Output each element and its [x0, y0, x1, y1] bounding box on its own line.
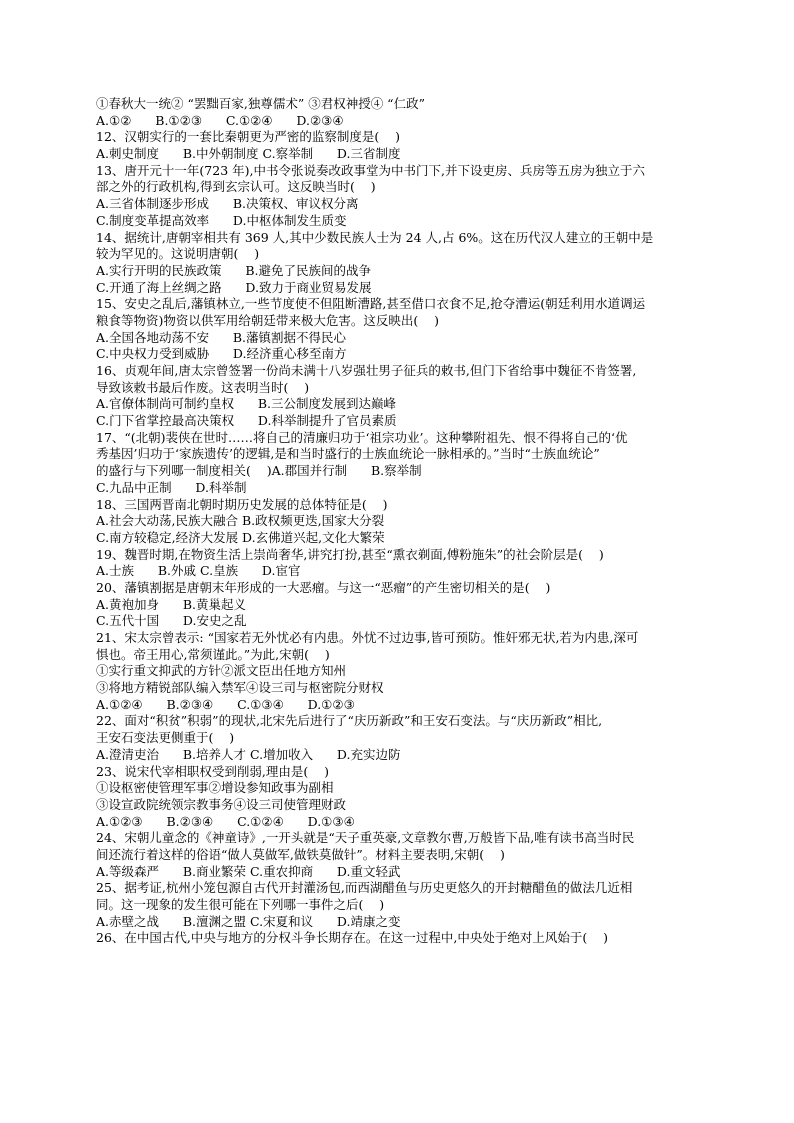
- text-line: 26、在中国古代,中央与地方的分权斗争长期存在。在这一过程中,中央处于绝对上风始于( ): [96, 930, 609, 946]
- text-line: 22、面对“积贫”积弱”的现状,北宋先后进行了“庆历新政”和王安石变法。与“庆历新政”相比,: [96, 713, 603, 729]
- text-line: A.三省体制逐步形成 B.决策权、审议权分离: [96, 196, 359, 212]
- document-page: [96, 96, 708, 947]
- text-line: 较为罕见的。这说明唐朝( ): [96, 246, 260, 262]
- text-line: 19、魏晋时期,在物资生活上崇尚奢华,讲究打扮,甚至“熏衣剃面,傅粉施朱”的社会阶层是( ): [96, 546, 604, 562]
- text-line: ③将地方精锐部队编入禁军④设三司与枢密院分财权: [96, 680, 384, 696]
- text-line: 20、藩镇割据是唐朝末年形成的一大恶瘤。与这一“恶瘤”的产生密切相关的是( ): [96, 579, 551, 595]
- text-line: 16、贞观年间,唐太宗曾签署一份尚未满十八岁强壮男子征兵的敕书,但门下省给事中魏征不肯签署,: [96, 363, 637, 378]
- text-line: 部之外的行政机构,得到玄宗认可。这反映当时( ): [96, 179, 376, 195]
- text-line: ①春秋大一统② “罢黜百家,独尊儒术” ③君权神授④ “仁政”: [96, 96, 425, 111]
- text-line: C.中央权力受到威胁 D.经济重心移至南方: [96, 346, 347, 362]
- text-line: ③设宣政院统领宗教事务④设三司使管理财政: [96, 796, 347, 812]
- text-line: A.刺史制度 B.中外朝制度 C.察举制 D.三省制度: [96, 146, 401, 162]
- text-line: 的盛行与下列哪一制度相关( )A.郡国并行制 B.察举制: [96, 463, 422, 479]
- text-line: C.制度变革提高效率 D.中枢体制发生质变: [96, 212, 347, 228]
- text-line: 间还流行着这样的俗语“做人莫做军,做铁莫做针”。材料主要表明,宋朝( ): [96, 846, 505, 862]
- text-line: 13、唐开元十一年(723 年),中书令张说奏改政事堂为中书门下,并下设吏房、兵房等五房为独立于六: [96, 162, 645, 178]
- text-line: 导致该敕书最后作废。这表明当时( ): [96, 379, 310, 395]
- text-line: 惧也。帝王用心,常须谨此。”为此,宋朝( ): [96, 646, 330, 662]
- text-line: ①设枢密使管理军事②增设参知政事为副相: [96, 780, 334, 796]
- text-line: 粮食等物资)物资以供军用给朝廷带来极大危害。这反映出( ): [96, 312, 440, 328]
- text-line: 24、宋朝儿童念的《神童诗》,一开头就是“天子重英豪,文章教尔曹,万般皆下品,唯有读书高当时民: [96, 830, 635, 846]
- text-line: 14、据统计,唐朝宰相共有 369 人,其中少数民族人士为 24 人,占 6%。这在历代汉人建立的王朝中是: [96, 229, 654, 245]
- text-line: A.①② B.①②③ C.①②④ D.②③④: [96, 112, 344, 128]
- text-line: A.官僚体制尚可制约皇权 B.三公制度发展到达巅峰: [96, 396, 397, 412]
- text-line: 21、宋太宗曾表示: “国家若无外忧必有内患。外忧不过边事,皆可预防。惟奸邪无状,若为内患,深可: [96, 630, 639, 645]
- text-line: C.南方较稳定,经济大发展 D.玄佛道兴起,文化大繁荣: [96, 529, 385, 545]
- text-line: A.①②③ B.②③④ C.①②④ D.①③④: [96, 813, 355, 829]
- text-line: C.九品中正制 D.科举制: [96, 479, 247, 495]
- text-line: 秀基因’归功于‘家族遗传’的逻辑,是和当时盛行的士族血统论一脉相承的。”当时“士族血统论”: [96, 446, 600, 462]
- text-line: 25、据考证,杭州小笼包源自古代开封灌汤包,而西湖醋鱼与历史更悠久的开封糖醋鱼的做法几近相: [96, 880, 633, 896]
- text-line: A.实行开明的民族政策 B.避免了民族间的战争: [96, 262, 372, 278]
- text-line: C.开通了海上丝绸之路 D.致力于商业贸易发展: [96, 279, 372, 295]
- text-line: 18、三国两晋南北朝时期历史发展的总体特征是( ): [96, 496, 388, 512]
- text-line: A.社会大动荡,民族大融合 B.政权频更迭,国家大分裂: [96, 513, 385, 529]
- text-line: A.全国各地动荡不安 B.藩镇割据不得民心: [96, 329, 347, 345]
- text-line: 15、安史之乱后,藩镇林立,一些节度使不但阻断漕路,甚至借口衣食不足,抢夺漕运(朝廷利用水道调运: [96, 296, 646, 312]
- text-line: A.等级森严 B.商业繁荣 C.重农抑商 D.重文轻武: [96, 863, 401, 879]
- text-line: 同。这一现象的发生很可能在下列哪一事件之后( ): [96, 897, 385, 912]
- text-line: A.黄袍加身 B.黄巢起义: [96, 596, 247, 612]
- text-line: A.赤壁之战 B.澶渊之盟 C.宋夏和议 D.靖康之变: [96, 913, 401, 929]
- text-line: 23、说宋代宰相职权受到削弱,理由是( ): [96, 763, 330, 779]
- text-line: A.①②④ B.②③④ C.①③④ D.①②③: [96, 696, 355, 712]
- text-line: 王安石变法更侧重于( ): [96, 730, 235, 746]
- text-line: 12、汉朝实行的一套比秦朝更为严密的监察制度是( ): [96, 129, 401, 145]
- text-line: ①实行重文抑武的方针②派文臣出任地方知州: [96, 663, 347, 679]
- text-line: A.士族 B.外戚 C.皇族 D.宦官: [96, 563, 301, 579]
- text-line: A.澄清吏治 B.培养人才 C.增加收入 D.充实边防: [96, 746, 401, 762]
- text-line: C.门下省掌控最高决策权 D.科举制提升了官员素质: [96, 413, 397, 429]
- text-line: 17、“(北朝)裴侠在世时……将自己的清廉归功于‘祖宗功业’。这种攀附祖先、恨不得将自己的‘优: [96, 429, 628, 445]
- text-line: C.五代十国 D.安史之乱: [96, 613, 247, 629]
